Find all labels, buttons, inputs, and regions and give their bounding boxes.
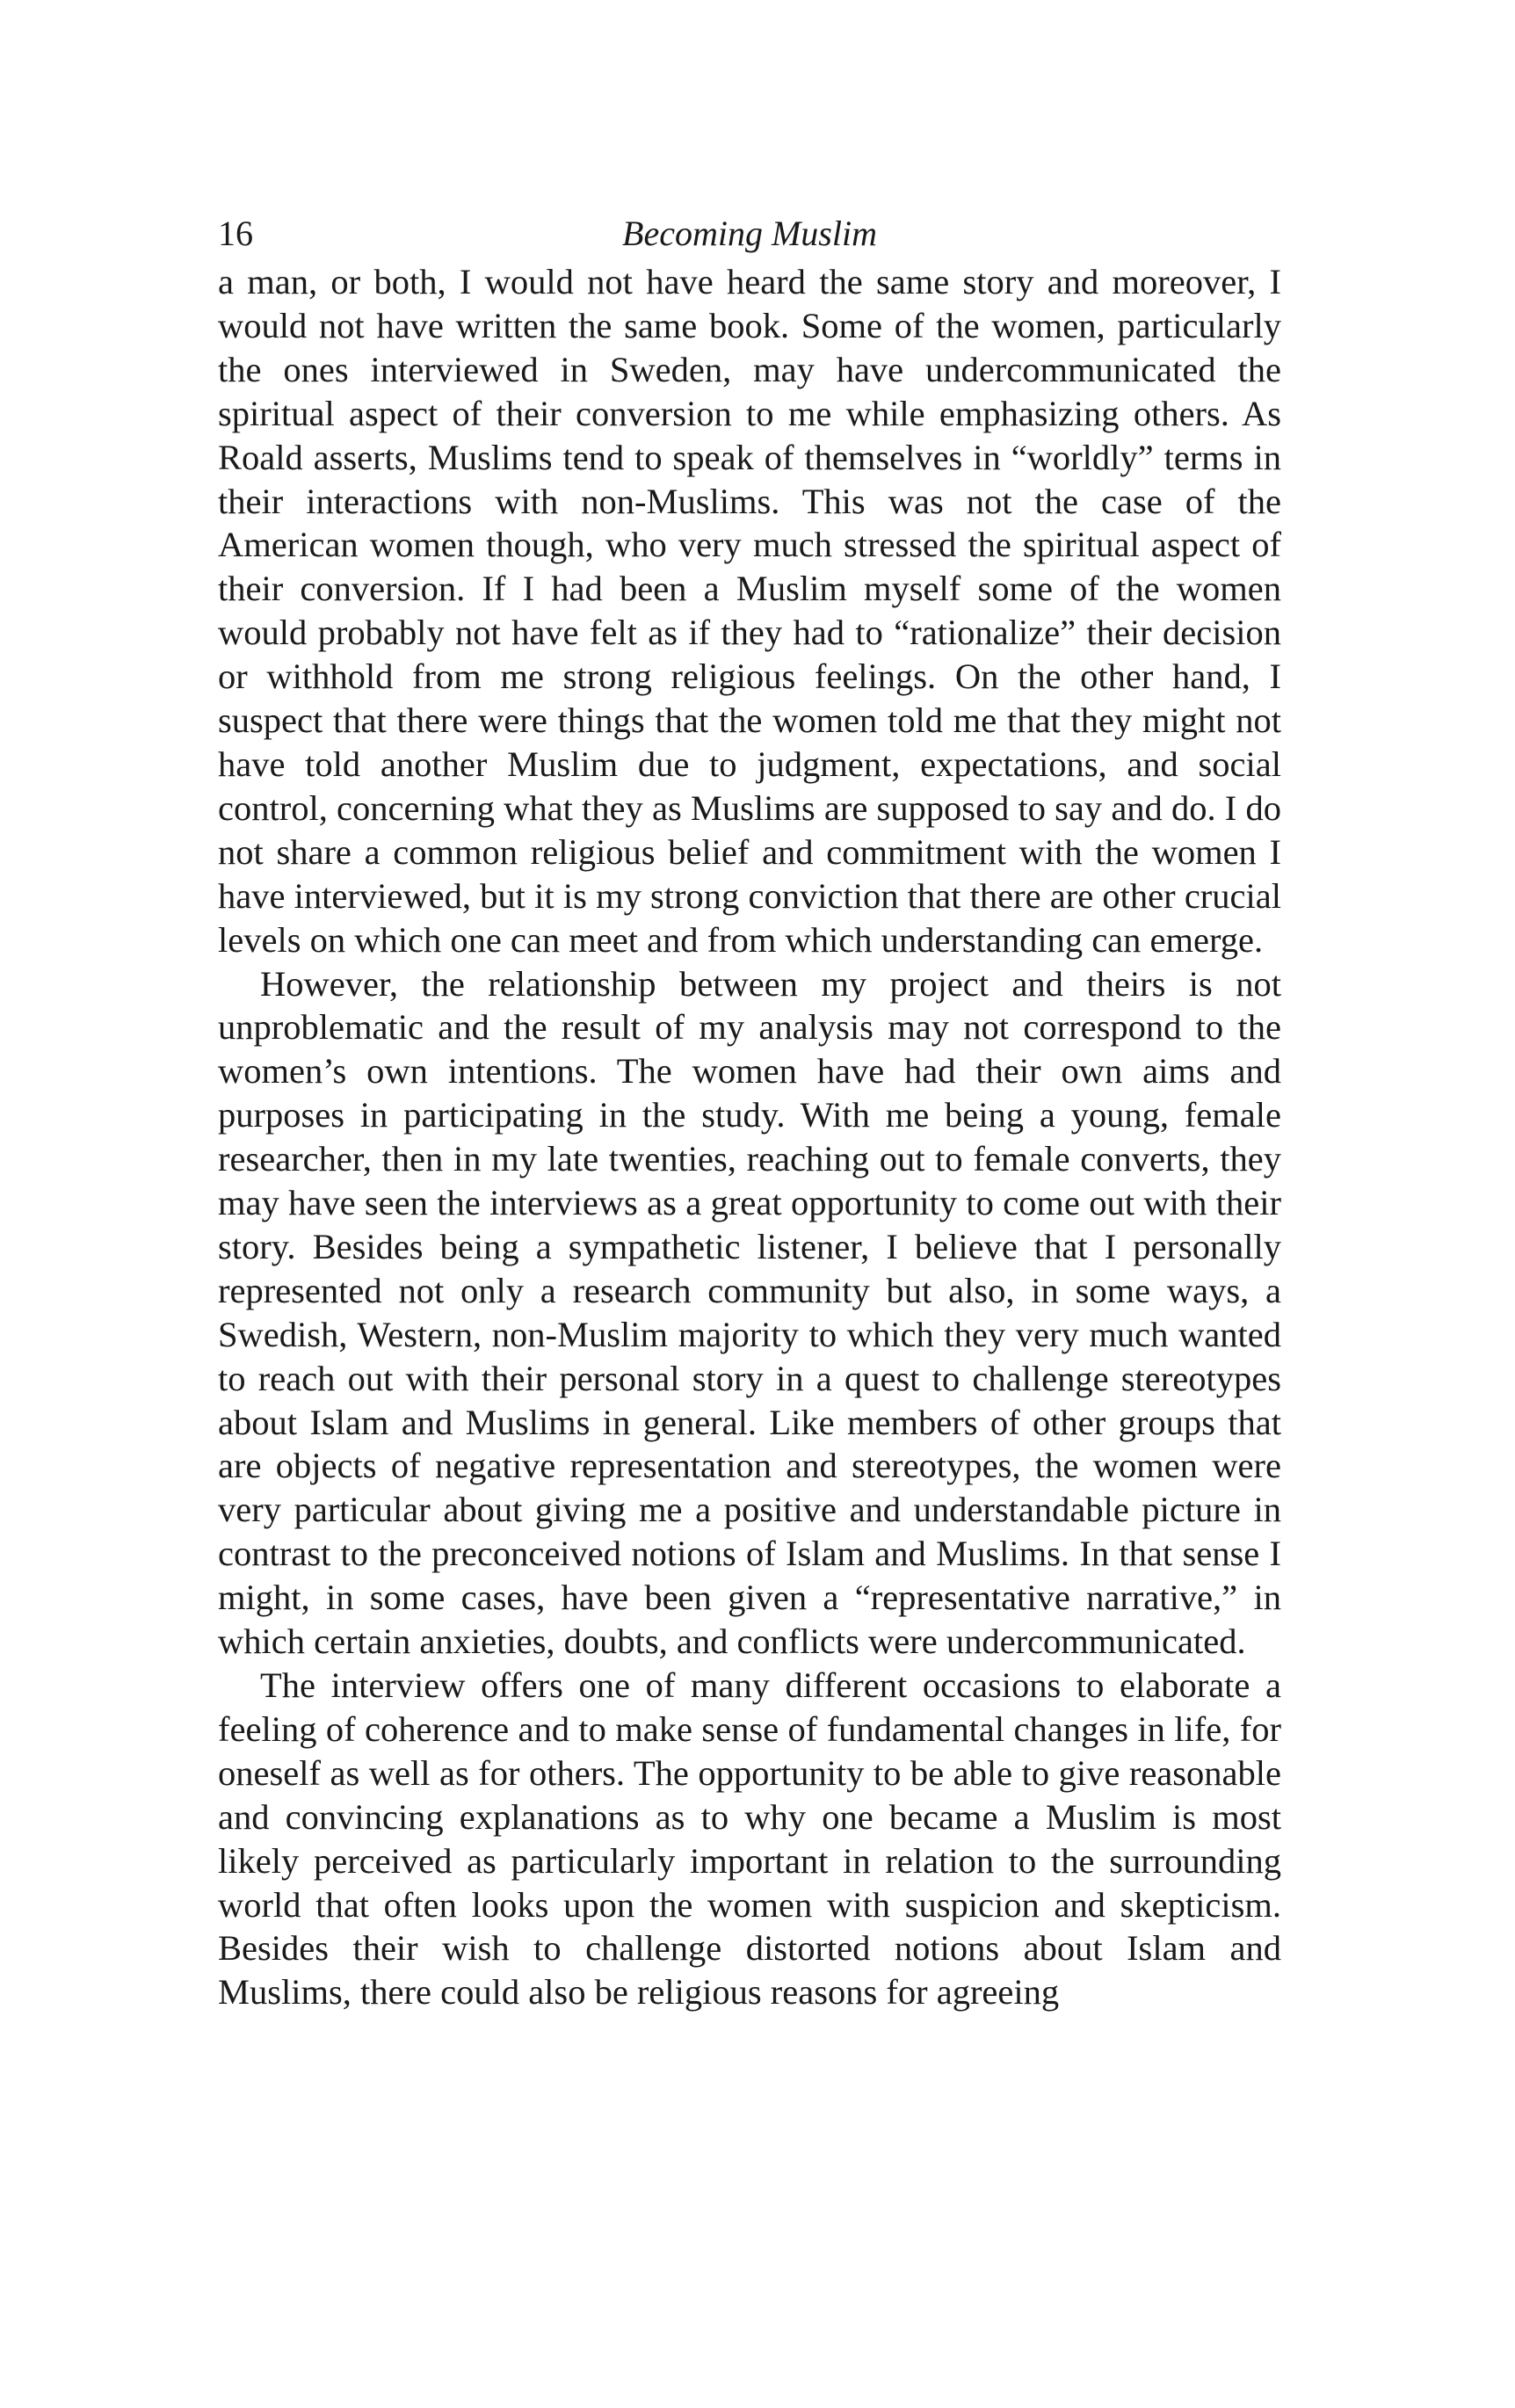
running-head: [218, 211, 1281, 257]
paragraph-relationship: However, the relationship between my project and theirs is not unproblematic and the result of my analysis may not correspond to the women’s own intentions. The women have had their own aims and purposes in participating in the study. With me being a young, female researcher, then in my late twenties, reaching out to female converts, they may have seen the interviews as a great opportunity to come out with their story. Besides being a sympathetic listener, I believe that I personally represented not only a research community but also, in some ways, a Swedish, Western, non-Muslim majority to which they very much wanted to reach out with their personal story in a quest to challenge stereotypes about Islam and Muslims in general. Like members of other groups that are objects of negative representation and stereotypes, the women were very particular about giving me a positive and understandable picture in contrast to the preconceived notions of Islam and Muslims. In that sense I might, in some cases, have been given a “representative narrative,” in which certain anxieties, doubts, and conflicts were undercommunicated.: [218, 963, 1281, 1662]
running-title: Becoming Muslim: [622, 214, 877, 253]
body-text: [218, 260, 1281, 2014]
paragraph-interview: The interview offers one of many different occasions to elaborate a feeling of coherence and to make sense of fundamental changes in life, for oneself as well as for others. The opportunity to be able to give reasonable and convincing explanations as to why one became a Muslim is most likely perceived as particularly important in relation to the surrounding world that often looks upon the women with suspicion and skepticism. Besides their wish to challenge distorted notions about Islam and Muslims, there could also be religious reasons for agreeing: [218, 1665, 1281, 2013]
paragraph-continued: a man, or both, I would not have heard the same story and moreover, I would not have written the same book. Some of the women, particularly the ones interviewed in Sweden, may have undercommunicated the spiritual aspect of their conversion to me while emphasizing others. As Roald asserts, Muslims tend to speak of themselves in “worldly” terms in their interactions with non-Muslims. This was not the case of the American women though, who very much stressed the spiritual aspect of their conversion. If I had been a Muslim myself some of the women would probably not have felt as if they had to “rationalize” their decision or withhold from me strong religious feelings. On the other hand, I suspect that there were things that the women told me that they might not have told another Muslim due to judgment, expectations, and social control, concerning what they as Muslims are supposed to say and do. I do not share a common religious belief and commitment with the women I have interviewed, but it is my strong conviction that there are other crucial levels on which one can meet and from which understanding can emerge.: [218, 262, 1281, 960]
page-number: 16: [218, 214, 253, 253]
